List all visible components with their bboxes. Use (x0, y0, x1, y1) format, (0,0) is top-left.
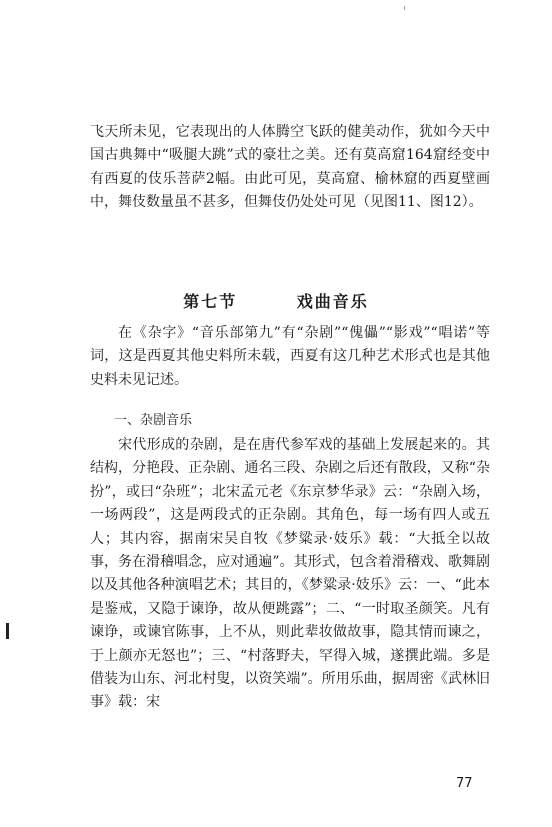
page-number: 77 (456, 776, 473, 791)
section-title (0, 289, 552, 312)
paragraph-dunhuang-dance: 飞天所未见，它表现出的人体腾空飞跃的健美动作，犹如今天中国古典舞中“吸腿大跳”式的豪壮之美。还有莫高窟164窟经变中有西夏的伎乐菩萨2幅。由此可见，莫高窟、榆林窟的西夏壁画中，舞伎数量虽不甚多，但舞伎仍处处可见（见图11、图12）。 (90, 124, 490, 211)
paragraph-song-zaju: 宋代形成的杂剧，是在唐代参军戏的基础上发展起来的。其结构，分艳段、正杂剧、通名三段、杂剧之后还有散段，又称“杂扮”，或曰“杂班”；北宋孟元老《东京梦华录》云：“杂剧入场，一场两段”，这是两段式的正杂剧。其角色，每一场有四人或五人；其内容，据南宋吴自牧《梦粱录·妓乐》载：“大抵全以故事，务在滑稽唱念，应对通遍”。其形式，包含着滑稽戏、歌舞剧以及其他各种演唱艺术；其目的，《梦粱录·妓乐》云：一、“此本是鉴戒，又隐于谏诤，故从便跳露”；二、“一时取圣颜笑。凡有谏诤，或谏官陈事，上不从，则此辈妆做故事，隐其情而谏之，于上颜亦无怒也”；三、“村落野夫，罕得入城，遂撰此端。多是借装为山东、河北村叟，以资笑端”。所用乐曲，据周密《武林旧事》载：宋 (90, 437, 490, 711)
paragraph-zazi-music: 在《杂字》“音乐部第九”有“杂剧”“傀儡”“影戏”“唱诺”等词，这是西夏其他史料所未载，西夏有这几种艺术形式也是其他史料未见记述。 (90, 325, 490, 388)
scan-mark (404, 6, 405, 10)
section-heading: 戏曲音乐 (296, 292, 369, 311)
section-number: 第七节 (183, 292, 238, 311)
subheading-zaju-music: 一、杂剧音乐 (114, 413, 193, 428)
margin-mark (6, 623, 9, 639)
